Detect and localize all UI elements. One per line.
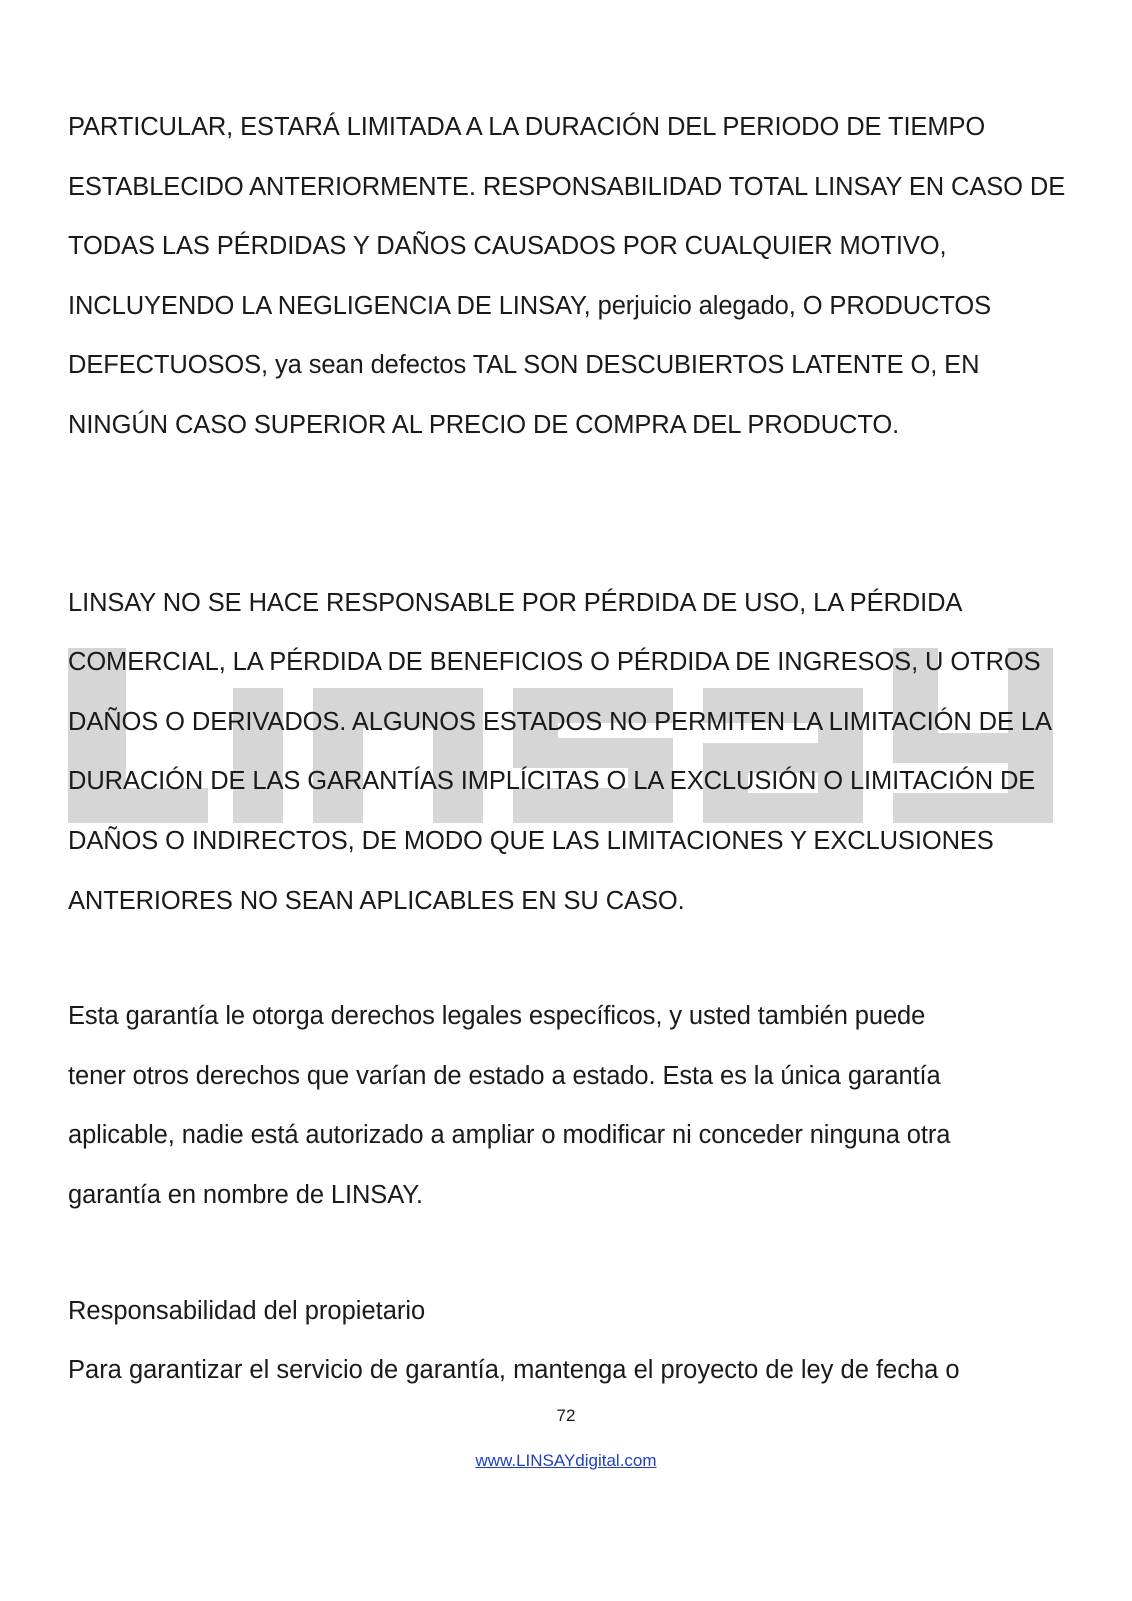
text-line: DAÑOS O INDIRECTOS, DE MODO QUE LAS LIMITACIONES Y EXCLUSIONES [68, 826, 994, 855]
text-line: ANTERIORES NO SEAN APLICABLES EN SU CASO. [68, 886, 685, 915]
text-line: DEFECTUOSOS, ya sean defectos TAL SON DESCUBIERTOS LATENTE O, EN [68, 351, 980, 380]
text-line: PARTICULAR, ESTARÁ LIMITADA A LA DURACIÓN DEL PERIODO DE TIEMPO [68, 113, 986, 141]
paragraph-spacer [68, 1226, 1068, 1282]
text-line: Esta garantía le otorga derechos legales específicos, y usted también puede [68, 1002, 926, 1031]
text-line: LINSAY NO SE HACE RESPONSABLE POR PÉRDIDA DE USO, LA PÉRDIDA [68, 588, 963, 617]
paragraph-no-responsibility [68, 574, 1068, 932]
paragraph-liability-limit [68, 98, 1068, 456]
website-link[interactable]: www.LINSAYdigital.com [475, 1451, 657, 1470]
text-line: TODAS LAS PÉRDIDAS Y DAÑOS CAUSADOS POR CUALQUIER MOTIVO, [68, 232, 947, 261]
page-number: 72 [556, 1406, 576, 1425]
text-line: DURACIÓN DE LAS GARANTÍAS IMPLÍCITAS O LA EXCLUSIÓN O LIMITACIÓN DE [68, 767, 1036, 796]
text-line: COMERCIAL, LA PÉRDIDA DE BENEFICIOS O PÉRDIDA DE INGRESOS, U OTROS [68, 648, 1041, 677]
paragraph-spacer [68, 456, 1068, 574]
section-owner-responsibility [68, 1282, 1068, 1401]
text-line: aplicable, nadie está autorizado a ampliar o modificar ni conceder ninguna otra [68, 1121, 951, 1150]
document-body [68, 98, 1068, 1401]
text-line: DAÑOS O DERIVADOS. ALGUNOS ESTADOS NO PERMITEN LA LIMITACIÓN DE LA [68, 707, 1052, 736]
text-line: tener otros derechos que varían de estado a estado. Esta es la única garantía [68, 1061, 941, 1090]
paragraph-legal-rights [68, 987, 1068, 1225]
footer [0, 1451, 1132, 1471]
text-line: garantía en nombre de LINSAY. [68, 1180, 423, 1209]
section-heading: Responsabilidad del propietario [68, 1296, 426, 1325]
text-line: NINGÚN CASO SUPERIOR AL PRECIO DE COMPRA DEL PRODUCTO. [68, 410, 900, 439]
text-line: INCLUYENDO LA NEGLIGENCIA DE LINSAY, perjuicio alegado, O PRODUCTOS [68, 291, 991, 320]
text-line: ESTABLECIDO ANTERIORMENTE. RESPONSABILIDAD TOTAL LINSAY EN CASO DE [68, 172, 1066, 201]
paragraph-spacer [68, 931, 1068, 987]
text-line: Para garantizar el servicio de garantía, mantenga el proyecto de ley de fecha o [68, 1356, 960, 1385]
